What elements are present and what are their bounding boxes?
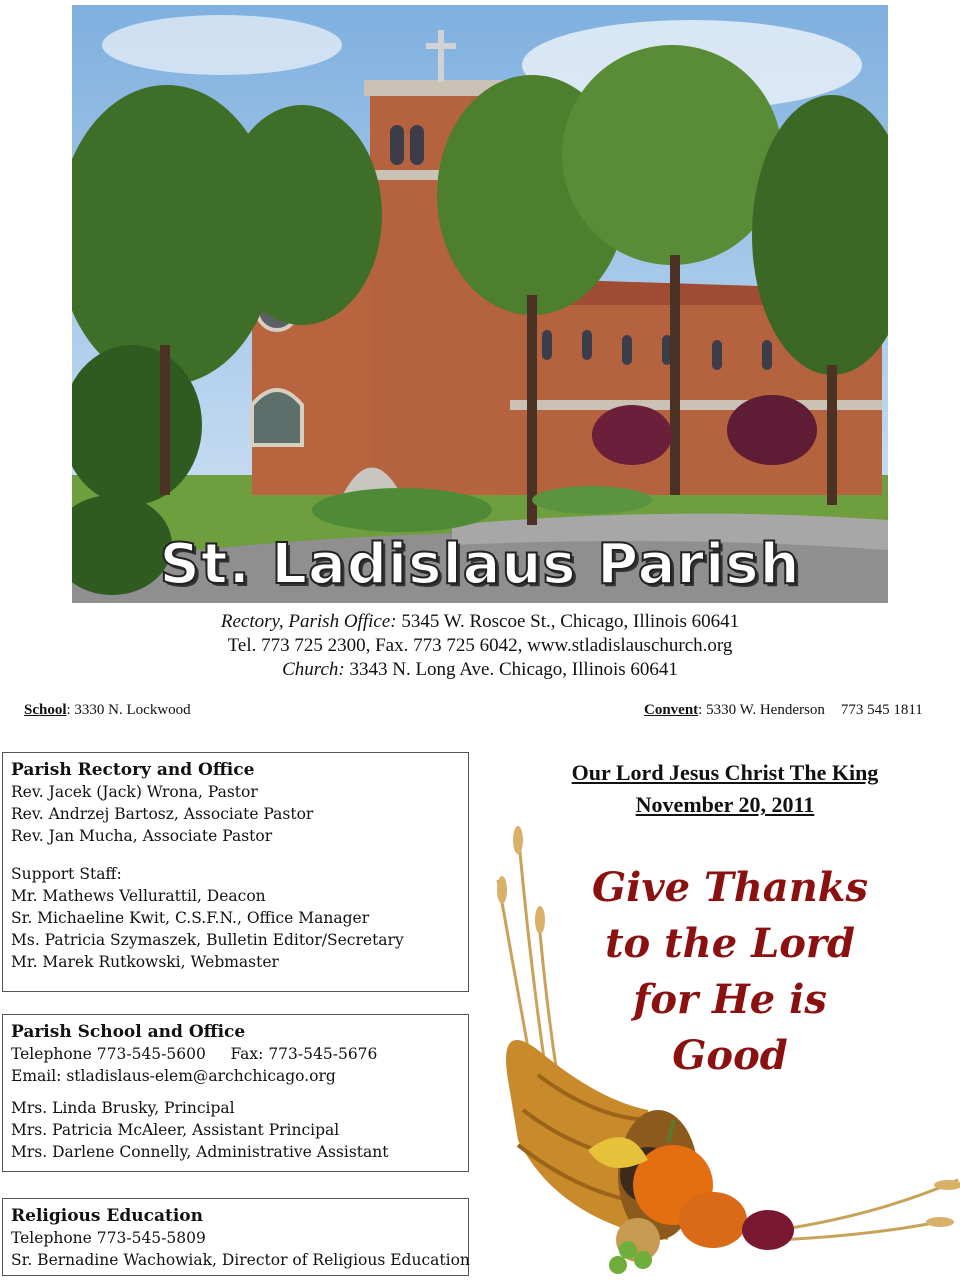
school-phone: Telephone 773-545-5600 Fax: 773-545-5676 (11, 1045, 378, 1063)
staff-item: Sr. Michaeline Kwit, C.S.F.N., Office Manager (11, 909, 370, 927)
church-address (0, 658, 960, 682)
school-address-value: : 3330 N. Lockwood (66, 702, 191, 718)
feast-title: Our Lord Jesus Christ The King (571, 760, 879, 785)
staff-item: Ms. Patricia Szymaszek, Bulletin Editor/Secretary (11, 931, 404, 949)
clergy-item: Rev. Jan Mucha, Associate Pastor (11, 827, 273, 845)
feast-date: November 20, 2011 (635, 792, 815, 817)
church-address-value: 3343 N. Long Ave. Chicago, Illinois 60641 (349, 659, 678, 680)
parish-name-title: St. Ladislaus Parish (159, 532, 801, 597)
religious-box-heading: Religious Education (11, 1206, 203, 1226)
convent-label: Convent (644, 702, 699, 718)
religious-director: Sr. Bernadine Wachowiak, Director of Religious Education (11, 1251, 470, 1269)
religious-education-box (2, 1198, 469, 1276)
school-box-heading: Parish School and Office (11, 1022, 246, 1042)
phone-line: Tel. 773 725 2300, Fax. 773 725 6042, www.stladislauschurch.org (227, 635, 733, 656)
school-address (24, 702, 191, 719)
staff-item: Mr. Marek Rutkowski, Webmaster (11, 953, 279, 971)
thanks-line-3: for He is (633, 976, 827, 1023)
thanks-line-2: to the Lord (605, 920, 855, 967)
rectory-address-value: 5345 W. Roscoe St., Chicago, Illinois 60641 (401, 611, 740, 632)
school-email: Email: stladislaus-elem@archchicago.org (11, 1067, 336, 1085)
thanks-line-1: Give Thanks (591, 864, 869, 911)
school-box (2, 1014, 469, 1172)
school-staff-item: Mrs. Linda Brusky, Principal (11, 1099, 235, 1117)
thanks-line-4: Good (672, 1032, 788, 1079)
convent-address-value: : 5330 W. Henderson (698, 702, 825, 718)
convent-address (644, 702, 923, 719)
rectory-box (2, 752, 469, 992)
rectory-box-heading: Parish Rectory and Office (11, 760, 255, 780)
staff-item: Mr. Mathews Vellurattil, Deacon (11, 887, 266, 905)
religious-phone: Telephone 773-545-5809 (11, 1229, 206, 1247)
school-label: School (24, 702, 67, 718)
convent-phone: 773 545 1811 (840, 702, 923, 718)
school-staff-item: Mrs. Patricia McAleer, Assistant Principal (11, 1121, 340, 1139)
rectory-label: Rectory, Parish Office: (220, 611, 397, 632)
clergy-item: Rev. Andrzej Bartosz, Associate Pastor (11, 805, 314, 823)
clergy-item: Rev. Jacek (Jack) Wrona, Pastor (11, 783, 258, 801)
staff-heading: Support Staff: (11, 865, 122, 883)
church-label: Church: (282, 659, 345, 680)
school-staff-item: Mrs. Darlene Connelly, Administrative Assistant (11, 1143, 389, 1161)
church-illustration (72, 5, 888, 603)
church-photo (72, 5, 888, 603)
rectory-address (0, 610, 960, 634)
